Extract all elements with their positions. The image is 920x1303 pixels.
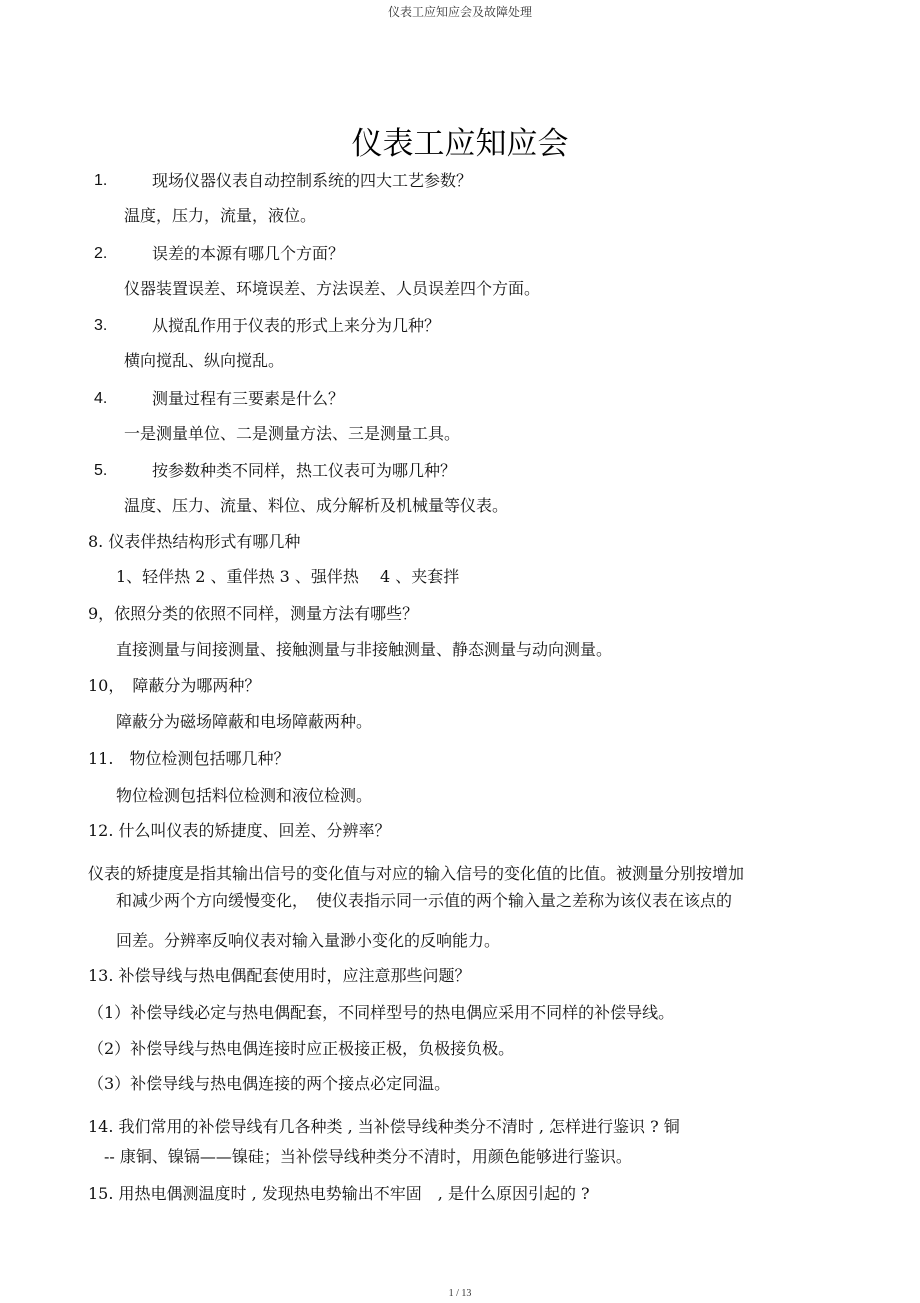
- q12-question: 12. 什么叫仪表的矫捷度、回差、分辨率？: [88, 821, 391, 840]
- q10-answer: 障蔽分为磁场障蔽和电场障蔽两种。: [116, 712, 373, 731]
- item-number-4: 4.: [94, 390, 108, 407]
- item-answer-3: 横向搅乱、纵向搅乱。: [124, 351, 285, 370]
- q11-question: 11. 物位检测包括哪几种？: [88, 749, 290, 768]
- item-number-5: 5.: [94, 462, 108, 479]
- q13-question: 13. 补偿导线与热电偶配套使用时，应注意那些问题？: [88, 966, 471, 985]
- page-number: 1 / 13: [448, 1288, 472, 1299]
- q9-answer: 直接测量与间接测量、接触测量与非接触测量、静态测量与动向测量。: [116, 640, 613, 659]
- q15-question: 15. 用热电偶测温度时 , 发现热电势输出不牢固 , 是什么原因引起的 ?: [88, 1184, 590, 1203]
- item-answer-1: 温度，压力，流量，液位。: [124, 206, 317, 225]
- q14-line: 14. 我们常用的补偿导线有几各种类 , 当补偿导线种类分不清时 , 怎样进行鉴识 ? 铜: [88, 1117, 680, 1136]
- q13-point: （1）补偿导线必定与热电偶配套，不同样型号的热电偶应采用不同样的补偿导线。: [88, 1003, 675, 1022]
- item-number-2: 2.: [94, 245, 108, 262]
- q9-question: 9，依照分类的依照不同样，测量方法有哪些？: [88, 604, 419, 623]
- q12-answer-line: 仪表的矫捷度是指其输出信号的变化值与对应的输入信号的变化值的比值。被测量分别按增加: [88, 864, 745, 883]
- item-question-1: 现场仪器仪表自动控制系统的四大工艺参数？: [152, 171, 473, 190]
- page-header: 仪表工应知应会及故障处理: [387, 5, 532, 19]
- item-answer-5: 温度、压力、流量、料位、成分解析及机械量等仪表。: [124, 496, 509, 515]
- q8-answer: 1、轻伴热 2 、重伴热 3 、强伴热 4 、夹套拌: [116, 567, 460, 586]
- q13-point: （3）补偿导线与热电偶连接的两个接点必定同温。: [88, 1074, 451, 1093]
- item-number-3: 3.: [94, 317, 108, 334]
- item-number-1: 1.: [94, 172, 108, 189]
- q14-line: -- 康铜、镍镉——镍硅；当补偿导线种类分不清时，用颜色能够进行鉴识。: [104, 1147, 632, 1166]
- q11-answer: 物位检测包括料位检测和液位检测。: [116, 786, 373, 805]
- item-question-5: 按参数种类不同样，热工仪表可为哪几种？: [152, 461, 457, 480]
- item-question-2: 误差的本源有哪几个方面？: [152, 244, 345, 263]
- document-title: 仪表工应知应会: [351, 126, 569, 162]
- q12-answer-line: 和减少两个方向缓慢变化， 使仪表指示同一示值的两个输入量之差称为该仪表在该点的: [116, 891, 733, 910]
- item-question-3: 从搅乱作用于仪表的形式上来分为几种？: [152, 316, 441, 335]
- q12-answer-line: 回差。分辨率反响仪表对输入量渺小变化的反响能力。: [116, 931, 501, 950]
- item-answer-4: 一是测量单位、二是测量方法、三是测量工具。: [124, 424, 461, 443]
- q13-point: （2）补偿导线与热电偶连接时应正极接正极，负极接负极。: [88, 1039, 515, 1058]
- item-answer-2: 仪器装置误差、环境误差、方法误差、人员误差四个方面。: [124, 279, 541, 298]
- item-question-4: 测量过程有三要素是什么？: [152, 389, 345, 408]
- q10-question: 10， 障蔽分为哪两种？: [88, 676, 261, 695]
- q8-question: 8. 仪表伴热结构形式有哪几种: [88, 532, 301, 551]
